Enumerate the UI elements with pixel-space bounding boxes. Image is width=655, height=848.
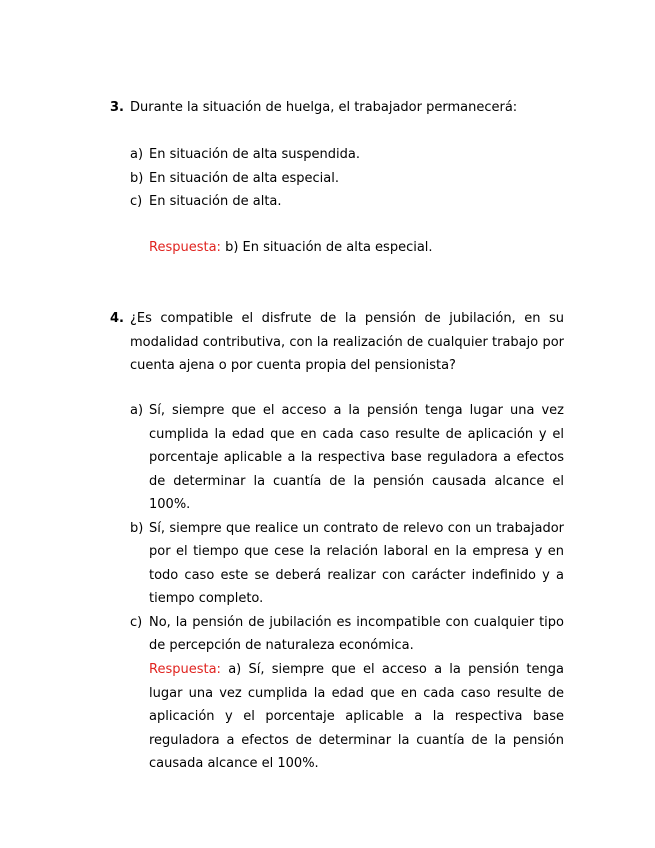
option-text: Sí, siempre que el acceso a la pensión tenga lugar una vez cumplida la edad que en cada caso resulte de aplicación y el porcentaje aplicable a la respectiva base reguladora a efectos de determinar la cuantía de la pensión causada alcance el 100%. (149, 403, 564, 512)
question-3 (110, 96, 564, 120)
option-text: En situación de alta suspendida. (149, 147, 361, 162)
option-b (130, 517, 564, 611)
question-number: 4. (110, 311, 124, 326)
option-c (130, 611, 564, 658)
option-a (130, 399, 564, 517)
question-3-answer (149, 236, 564, 260)
option-text: En situación de alta. (149, 194, 282, 209)
answer-label: Respuesta: (149, 240, 221, 255)
question-4 (110, 307, 564, 378)
question-number: 3. (110, 100, 124, 115)
option-c (130, 190, 564, 214)
option-text: Sí, siempre que realice un contrato de relevo con un trabajador por el tiempo que cese la relación laboral en la empresa y en todo caso este se deberá realizar con carácter indefinido y a tiempo completo. (149, 520, 564, 606)
option-letter: a) (130, 147, 144, 162)
option-letter: b) (130, 520, 144, 536)
option-a (130, 143, 564, 167)
question-4-options (130, 399, 564, 658)
option-text: No, la pensión de jubilación es incompatible con cualquier tipo de percepción de naturaleza económica. (149, 614, 564, 653)
answer-text: a) Sí, siempre que el acceso a la pensión tenga lugar una vez cumplida la edad que en cada caso resulte de aplicación y el porcentaje aplicable a la respectiva base reguladora a efectos de determinar la cuantía de la pensión causada alcance el 100%. (149, 662, 564, 771)
option-letter: b) (130, 170, 144, 186)
answer-label: Respuesta: (149, 662, 221, 677)
question-text: ¿Es compatible el disfrute de la pensión de jubilación, en su modalidad contributiva, con la realización de cualquier trabajo por cuenta ajena o por cuenta propia del pensionista? (130, 311, 564, 373)
answer-text: b) En situación de alta especial. (225, 240, 433, 255)
option-text: En situación de alta especial. (149, 170, 340, 186)
option-letter: c) (130, 614, 143, 630)
question-3-options (130, 143, 564, 214)
question-text: Durante la situación de huelga, el trabajador permanecerá: (130, 100, 518, 115)
option-letter: a) (130, 403, 144, 418)
option-letter: c) (130, 194, 143, 209)
question-4-answer (149, 658, 564, 776)
option-b (130, 167, 564, 191)
